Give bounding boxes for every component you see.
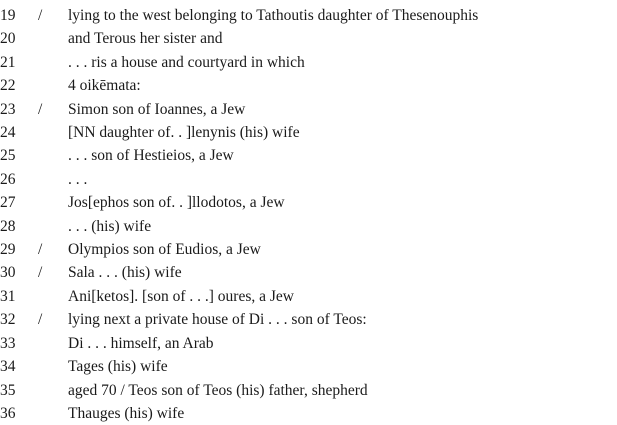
table-row bbox=[0, 74, 617, 97]
line-number: 19 bbox=[0, 7, 16, 24]
table-row bbox=[0, 285, 617, 308]
line-text: . . . son of Hestieios, a Jew bbox=[68, 147, 234, 165]
table-row bbox=[0, 238, 617, 261]
line-number: 29 bbox=[0, 241, 16, 259]
line-mark bbox=[38, 379, 68, 402]
line-mark: / bbox=[38, 264, 43, 282]
line-text: Simon son of Ioannes, a Jew bbox=[68, 100, 246, 118]
line-mark bbox=[38, 168, 68, 191]
table-row bbox=[0, 144, 617, 167]
line-number: 28 bbox=[0, 217, 16, 235]
table-row bbox=[0, 402, 617, 425]
line-number: 27 bbox=[0, 194, 16, 212]
line-mark: / bbox=[38, 241, 43, 259]
line-text: Thauges (his) wife bbox=[68, 404, 185, 422]
line-text: . . . bbox=[68, 170, 88, 188]
line-mark: / bbox=[38, 7, 43, 24]
line-mark bbox=[38, 355, 68, 378]
table-row bbox=[0, 98, 617, 121]
line-number: 21 bbox=[0, 53, 16, 71]
table-row bbox=[0, 27, 617, 50]
transcription-line-list bbox=[0, 4, 617, 425]
line-mark bbox=[38, 74, 68, 97]
line-mark bbox=[38, 121, 68, 144]
line-mark bbox=[38, 215, 68, 238]
line-number: 34 bbox=[0, 358, 16, 376]
line-text: . . . (his) wife bbox=[68, 217, 152, 235]
table-row bbox=[0, 308, 617, 331]
line-number: 24 bbox=[0, 124, 16, 142]
line-number: 25 bbox=[0, 147, 16, 165]
line-number: 26 bbox=[0, 170, 16, 188]
line-number: 32 bbox=[0, 311, 16, 329]
table-row bbox=[0, 215, 617, 238]
table-row bbox=[0, 168, 617, 191]
line-mark bbox=[38, 144, 68, 167]
line-text: 4 oikēmata: bbox=[68, 77, 141, 95]
line-mark: / bbox=[38, 100, 43, 118]
line-text: Sala . . . (his) wife bbox=[68, 264, 182, 282]
line-number: 20 bbox=[0, 30, 16, 48]
table-row bbox=[0, 332, 617, 355]
line-mark bbox=[38, 27, 68, 50]
line-number: 33 bbox=[0, 334, 16, 352]
line-mark bbox=[38, 332, 68, 355]
line-number: 30 bbox=[0, 264, 16, 282]
line-mark bbox=[38, 402, 68, 425]
transcription-line-table bbox=[0, 4, 617, 425]
line-text: Jos[ephos son of. . ]llodotos, a Jew bbox=[68, 194, 285, 212]
line-mark bbox=[38, 285, 68, 308]
table-row bbox=[0, 121, 617, 144]
table-row bbox=[0, 191, 617, 214]
line-text: Di . . . himself, an Arab bbox=[68, 334, 214, 352]
line-number: 23 bbox=[0, 100, 16, 118]
line-number: 36 bbox=[0, 404, 16, 422]
table-row bbox=[0, 51, 617, 74]
table-row bbox=[0, 261, 617, 284]
line-text: Olympios son of Eudios, a Jew bbox=[68, 241, 261, 259]
line-text: Ani[ketos]. [son of . . .] oures, a Jew bbox=[68, 287, 294, 305]
line-mark bbox=[38, 191, 68, 214]
line-text: Tages (his) wife bbox=[68, 358, 168, 376]
line-number: 22 bbox=[0, 77, 16, 95]
line-text: lying to the west belonging to Tathoutis daughter of Thesenouphis bbox=[68, 7, 479, 24]
table-row bbox=[0, 379, 617, 402]
line-mark: / bbox=[38, 311, 43, 329]
table-row bbox=[0, 355, 617, 378]
line-text: and Terous her sister and bbox=[68, 30, 223, 48]
line-text: lying next a private house of Di . . . son of Teos: bbox=[68, 311, 367, 329]
line-text: [NN daughter of. . ]lenynis (his) wife bbox=[68, 124, 300, 142]
line-text: . . . ris a house and courtyard in which bbox=[68, 53, 305, 71]
line-mark bbox=[38, 51, 68, 74]
line-number: 35 bbox=[0, 381, 16, 399]
line-number: 31 bbox=[0, 287, 16, 305]
line-text: aged 70 / Teos son of Teos (his) father, shepherd bbox=[68, 381, 368, 399]
table-row bbox=[0, 4, 617, 27]
